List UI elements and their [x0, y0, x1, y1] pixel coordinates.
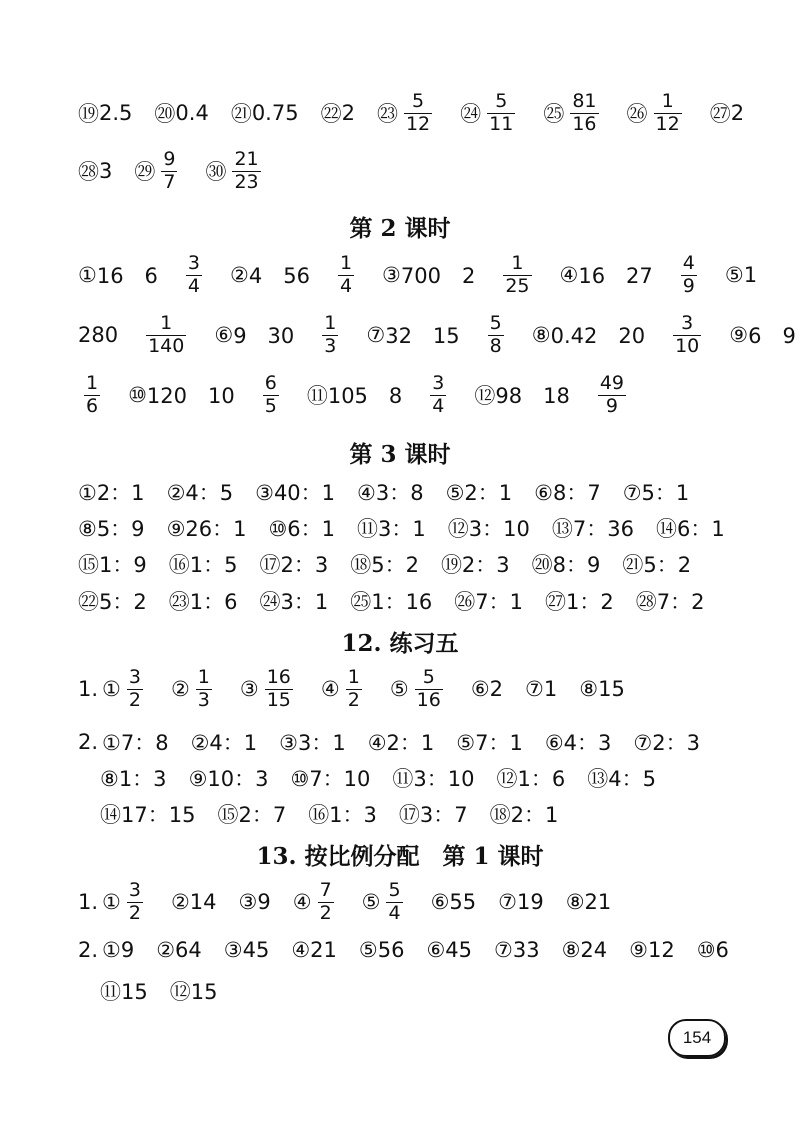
answer-item	[566, 890, 612, 914]
fraction-numerator: 1	[339, 252, 353, 274]
fraction-numerator: 5	[388, 879, 401, 901]
fraction-denominator: 16	[572, 112, 597, 135]
ex12-q1-label: 1.	[78, 677, 99, 702]
fraction-numerator: 49	[599, 372, 625, 394]
answer-text: 120 10	[146, 384, 235, 409]
answer-number: ⑫	[474, 384, 496, 409]
answer-text: 4 56	[248, 264, 310, 289]
answer-item	[230, 260, 310, 290]
fraction-denominator: 6	[86, 394, 99, 417]
answer-item	[377, 92, 438, 135]
fraction-numerator: 9	[163, 148, 176, 170]
answers-row-top-1	[78, 90, 745, 135]
answer-number: ⑧	[565, 890, 585, 915]
fraction-denominator: 10	[675, 334, 700, 357]
fraction	[415, 668, 443, 711]
answer-item	[532, 320, 645, 350]
fraction-denominator: 4	[432, 394, 445, 417]
answer-item: ⑦33	[494, 938, 540, 962]
answer-number: ㉙	[134, 160, 156, 185]
answer-item	[78, 374, 106, 417]
answer-item	[316, 314, 344, 357]
fraction-denominator: 16	[416, 688, 441, 711]
answer-number: ㉕	[543, 102, 565, 127]
fraction-numerator: 5	[495, 90, 508, 112]
answer-item: ⑤2：1	[445, 481, 513, 505]
answer-item	[78, 323, 118, 347]
fraction	[127, 668, 143, 711]
answer-number: ③	[382, 263, 401, 288]
fraction-denominator: 4	[388, 901, 401, 924]
answer-number: ⑤	[361, 890, 381, 915]
answer-item: ⑯1：5	[168, 553, 238, 577]
fraction	[161, 150, 177, 193]
fraction-numerator: 4	[682, 252, 695, 274]
answer-item: ㉓1：6	[168, 590, 238, 614]
answer-item: ⑳8：9	[531, 553, 601, 577]
answer-item: ⑪3：1	[357, 517, 426, 541]
answer-number: ⑪	[306, 384, 328, 409]
fraction	[673, 314, 701, 357]
answer-item: ⑬7：36	[551, 517, 634, 541]
answer-item	[231, 98, 299, 128]
answer-text: 9 30	[233, 324, 295, 349]
answer-item	[543, 92, 604, 135]
answer-number: ⑧	[579, 677, 599, 702]
answer-item: ⑦2：3	[633, 731, 700, 755]
answer-number: ⑤	[724, 263, 744, 288]
answers-row-top-2	[78, 150, 740, 193]
fraction-denominator: 4	[339, 274, 353, 297]
fraction-denominator: 12	[655, 112, 680, 135]
lesson3-row-1	[78, 477, 740, 507]
answer-number: ㉚	[205, 160, 227, 185]
answer-number: ㉑	[230, 102, 252, 127]
answer-item	[431, 890, 477, 914]
answer-item: ⑩6	[696, 938, 729, 962]
answer-item: ⑦5：1	[622, 481, 690, 505]
fraction	[196, 668, 212, 711]
answer-number: ④	[292, 890, 312, 915]
answer-number: ⑧	[531, 323, 551, 348]
answer-item	[725, 263, 757, 287]
ex13-row-2	[78, 938, 740, 962]
answer-item	[560, 260, 653, 290]
fraction	[488, 314, 504, 357]
fraction	[386, 881, 402, 924]
answer-item	[171, 668, 218, 711]
answer-item: ⑪3：10	[392, 767, 475, 791]
answer-text: 105 8	[327, 384, 403, 409]
ex13-q1-label: 1.	[78, 890, 99, 915]
ex12-row-4	[100, 799, 740, 829]
answer-item: ⑫1：6	[496, 767, 566, 791]
lesson2-row-3	[78, 374, 740, 417]
fraction	[346, 668, 362, 711]
answer-item: ①2：1	[78, 481, 145, 505]
fraction-numerator: 1	[511, 252, 524, 274]
answer-item	[78, 98, 132, 128]
answer-item: ③3：1	[279, 731, 346, 755]
answer-item: ㉑5：2	[622, 553, 692, 577]
answer-item: ⑤7：1	[456, 731, 523, 755]
fraction	[404, 92, 432, 135]
answer-item: ⑬4：5	[587, 767, 656, 791]
answer-item	[293, 881, 340, 924]
answer-text: 2	[341, 101, 355, 126]
fraction-denominator: 9	[605, 394, 618, 417]
answer-text: 9	[257, 890, 271, 915]
fraction	[232, 150, 260, 193]
fraction	[318, 881, 334, 924]
page-number-badge: 154	[668, 1019, 726, 1057]
lesson3-row-2	[78, 513, 740, 543]
fraction	[84, 374, 100, 417]
answer-item: ②4：5	[166, 481, 234, 505]
ex12-q1-answers	[102, 668, 647, 711]
answer-item	[134, 150, 183, 193]
heading-exercise-12: 12. 练习五	[341, 630, 459, 657]
answer-text: 1	[543, 677, 558, 702]
answer-item: ⑱2：1	[489, 803, 559, 827]
fraction-numerator: 5	[489, 312, 502, 334]
fraction-denominator: 5	[264, 394, 277, 417]
answer-number: ⑦	[366, 323, 386, 348]
answer-number: ⑲	[78, 102, 99, 127]
answer-item: ㉕1：16	[350, 590, 433, 614]
fraction	[186, 254, 202, 297]
answer-number: ⑥	[214, 323, 234, 348]
answer-item: ③45	[223, 938, 270, 962]
answer-item	[140, 314, 192, 357]
fraction-numerator: 3	[432, 372, 445, 394]
answer-item: ①9	[102, 938, 135, 962]
answer-item	[667, 314, 707, 357]
answer-item: ⑧24	[561, 938, 608, 962]
answer-number: ㉘	[78, 160, 99, 185]
fraction-denominator: 2	[128, 901, 141, 924]
answer-item	[239, 890, 271, 914]
answer-number: ㉔	[460, 102, 482, 127]
answer-number: ②	[230, 263, 249, 288]
answer-number: ⑦	[525, 677, 544, 702]
answer-item	[78, 156, 112, 186]
answer-item	[498, 890, 544, 914]
lesson2-row-2	[78, 312, 796, 357]
answer-number: ⑤	[389, 677, 409, 702]
answer-item: ②64	[156, 938, 202, 962]
fraction	[127, 881, 143, 924]
answer-number: ㉖	[626, 102, 648, 127]
answer-text: 19	[516, 890, 544, 915]
ex12-row-2	[78, 727, 740, 757]
fraction	[430, 374, 446, 417]
fraction-numerator: 6	[264, 372, 277, 394]
answer-text: 700 2	[400, 264, 476, 289]
fraction-denominator: 3	[197, 688, 210, 711]
ex13-row-3	[100, 976, 740, 1006]
heading-lesson-2: 第 2 课时	[349, 215, 451, 242]
fraction-numerator: 5	[412, 90, 425, 112]
answer-item	[205, 150, 266, 193]
answer-number: ⑦	[498, 890, 517, 915]
fraction-denominator: 2	[347, 688, 360, 711]
ex13-q2-label: 2.	[78, 938, 99, 962]
answer-number: ④	[559, 263, 579, 288]
answer-item: ⑯1：3	[308, 803, 377, 827]
answer-item	[390, 668, 449, 711]
answer-number: ⑩	[128, 383, 147, 408]
fraction	[263, 374, 279, 417]
answer-item: ⑨10：3	[188, 767, 269, 791]
fraction	[487, 92, 515, 135]
fraction-numerator: 3	[187, 252, 201, 274]
fraction-denominator: 9	[682, 274, 695, 297]
answer-item: ㉗1：2	[545, 590, 614, 614]
answer-text: 2	[489, 677, 504, 702]
fraction	[570, 92, 598, 135]
ex12-q2-label: 2.	[78, 730, 99, 754]
answer-item	[362, 881, 409, 924]
answer-item: ⑫15	[169, 980, 218, 1004]
answer-text: 98 18	[495, 384, 570, 409]
answer-item: ⑰3：7	[398, 803, 468, 827]
answer-item: ⑩6：1	[268, 517, 336, 541]
answer-number: ⑥	[430, 890, 450, 915]
fraction	[322, 314, 338, 357]
fraction-numerator: 1	[324, 312, 337, 334]
answer-item	[579, 677, 625, 701]
answer-item: ㉒5：2	[78, 590, 147, 614]
fraction-denominator: 12	[405, 112, 431, 135]
answer-item: ⑩7：10	[290, 767, 371, 791]
fraction-denominator: 2	[128, 688, 141, 711]
answer-number: ⑥	[470, 677, 490, 702]
answer-text: 0.75	[251, 101, 299, 126]
answer-item	[240, 668, 299, 711]
answer-item	[729, 320, 796, 350]
answer-item: ④2：1	[367, 731, 435, 755]
answer-item	[474, 380, 569, 410]
answer-text: 14	[189, 890, 217, 915]
answer-item	[332, 254, 360, 297]
answer-text: 280	[78, 323, 119, 348]
answer-number: ㉒	[320, 102, 342, 127]
lesson3-row-4	[78, 586, 740, 616]
answer-text: 6 9	[748, 324, 796, 349]
answer-number: ⑨	[729, 323, 749, 348]
answer-number: ④	[320, 677, 340, 702]
fraction	[146, 314, 186, 357]
answer-item: ④21	[291, 938, 337, 962]
answer-item: ㉘7：2	[635, 590, 705, 614]
answer-number: ①	[78, 263, 97, 288]
answer-text: 15	[598, 677, 625, 702]
fraction-denominator: 11	[489, 112, 514, 135]
lesson2-row-1	[78, 252, 758, 297]
fraction-denominator: 140	[148, 334, 185, 357]
answer-number: ②	[170, 677, 190, 702]
answer-item	[592, 374, 632, 417]
answer-item: ⑫3：10	[447, 517, 530, 541]
answer-item	[497, 254, 537, 297]
ex13-q2-answers	[102, 938, 751, 962]
fraction-numerator: 1	[197, 666, 210, 688]
answer-item	[128, 380, 235, 410]
fraction-denominator: 3	[324, 334, 337, 357]
answer-number: ②	[170, 890, 190, 915]
answer-item	[78, 260, 158, 290]
answer-item	[102, 881, 149, 924]
answer-text: 0.4	[175, 101, 209, 126]
answer-item	[482, 314, 510, 357]
answer-item	[321, 668, 368, 711]
answer-item: ①7：8	[102, 731, 169, 755]
fraction-numerator: 3	[128, 666, 141, 688]
fraction-numerator: 3	[128, 879, 141, 901]
answer-text: 32 15	[385, 324, 460, 349]
answer-item: ③40：1	[255, 481, 336, 505]
answer-item: ⑧5：9	[78, 517, 145, 541]
answer-item	[675, 254, 703, 297]
ex13-row-1	[78, 881, 740, 924]
ex12-row-1	[78, 668, 740, 711]
answer-item	[180, 254, 208, 297]
answer-text: 2.5	[99, 101, 133, 126]
answer-number: ③	[239, 677, 259, 702]
fraction-denominator: 7	[163, 170, 176, 193]
answer-item	[525, 677, 557, 701]
ex12-row-3	[100, 763, 740, 793]
fraction-numerator: 1	[86, 372, 99, 394]
ex13-q1-answers	[102, 881, 633, 924]
answer-item	[102, 668, 149, 711]
answer-item: ⑭17：15	[100, 803, 196, 827]
fraction	[598, 374, 626, 417]
fraction	[265, 668, 293, 711]
answer-item: ④3：8	[357, 481, 424, 505]
fraction-numerator: 5	[422, 666, 435, 688]
answer-item	[214, 320, 294, 350]
answer-item: ⑲2：3	[440, 553, 510, 577]
answer-item: ⑮2：7	[217, 803, 287, 827]
fraction-numerator: 3	[681, 312, 694, 334]
answer-item: ⑥4：3	[544, 731, 612, 755]
answer-item: ⑮1：9	[78, 553, 147, 577]
answer-text: 16 6	[96, 264, 158, 289]
fraction	[338, 254, 354, 297]
answer-text: 21	[584, 890, 612, 915]
answer-item: ⑨12	[629, 938, 675, 962]
fraction	[503, 254, 531, 297]
ex12-q2-answers	[102, 727, 722, 757]
answer-item: ⑤56	[358, 938, 405, 962]
answer-item	[171, 890, 217, 914]
answer-item: ㉔3：1	[259, 590, 329, 614]
fraction-denominator: 2	[319, 901, 332, 924]
answer-number: ③	[238, 890, 258, 915]
answer-item	[366, 320, 459, 350]
answer-number: ①	[102, 677, 121, 702]
answer-item	[710, 98, 744, 128]
answer-text: 16 27	[578, 264, 653, 289]
answer-item	[382, 260, 475, 290]
answer-text: 1	[743, 263, 758, 288]
fraction-numerator: 21	[234, 148, 259, 170]
fraction-denominator: 25	[505, 274, 530, 297]
answer-text: 3	[99, 159, 113, 184]
fraction-numerator: 1	[347, 666, 360, 688]
fraction-denominator: 23	[234, 170, 259, 193]
answer-number: ①	[102, 890, 121, 915]
answer-item	[257, 374, 285, 417]
answer-item: ⑰2：3	[259, 553, 329, 577]
answer-item	[471, 677, 503, 701]
answer-item	[154, 98, 208, 128]
answer-item: ⑨26：1	[166, 517, 247, 541]
answer-item	[460, 92, 521, 135]
answer-item	[424, 374, 452, 417]
answer-item: ⑪15	[100, 980, 148, 1004]
answer-number: ㉗	[709, 102, 731, 127]
answer-item: ⑥8：7	[534, 481, 601, 505]
answer-item: ㉖7：1	[454, 590, 524, 614]
answer-number: ㉓	[376, 102, 398, 127]
answer-text: 0.42 20	[550, 324, 646, 349]
fraction-denominator: 4	[187, 274, 201, 297]
answer-text: 2	[730, 101, 745, 126]
answer-number: ⑳	[154, 102, 176, 127]
answer-item: ⑭6：1	[655, 517, 725, 541]
fraction-numerator: 1	[661, 90, 674, 112]
heading-exercise-13: 13. 按比例分配 第 1 课时	[256, 843, 544, 870]
fraction-numerator: 16	[266, 666, 291, 688]
fraction-denominator: 15	[266, 688, 291, 711]
answer-item: ⑥45	[426, 938, 473, 962]
answer-item: ⑱5：2	[350, 553, 419, 577]
answer-item: ②4：1	[190, 731, 258, 755]
answer-item	[307, 380, 402, 410]
answer-item	[627, 92, 688, 135]
answer-item	[321, 98, 355, 128]
lesson3-row-3	[78, 549, 740, 579]
fraction	[681, 254, 697, 297]
fraction-numerator: 81	[572, 90, 597, 112]
fraction-denominator: 8	[489, 334, 502, 357]
fraction	[654, 92, 682, 135]
answer-text: 55	[449, 890, 477, 915]
fraction-numerator: 1	[160, 312, 173, 334]
fraction-numerator: 7	[319, 879, 332, 901]
heading-lesson-3: 第 3 课时	[349, 441, 451, 468]
answer-item: ⑧1：3	[100, 767, 167, 791]
